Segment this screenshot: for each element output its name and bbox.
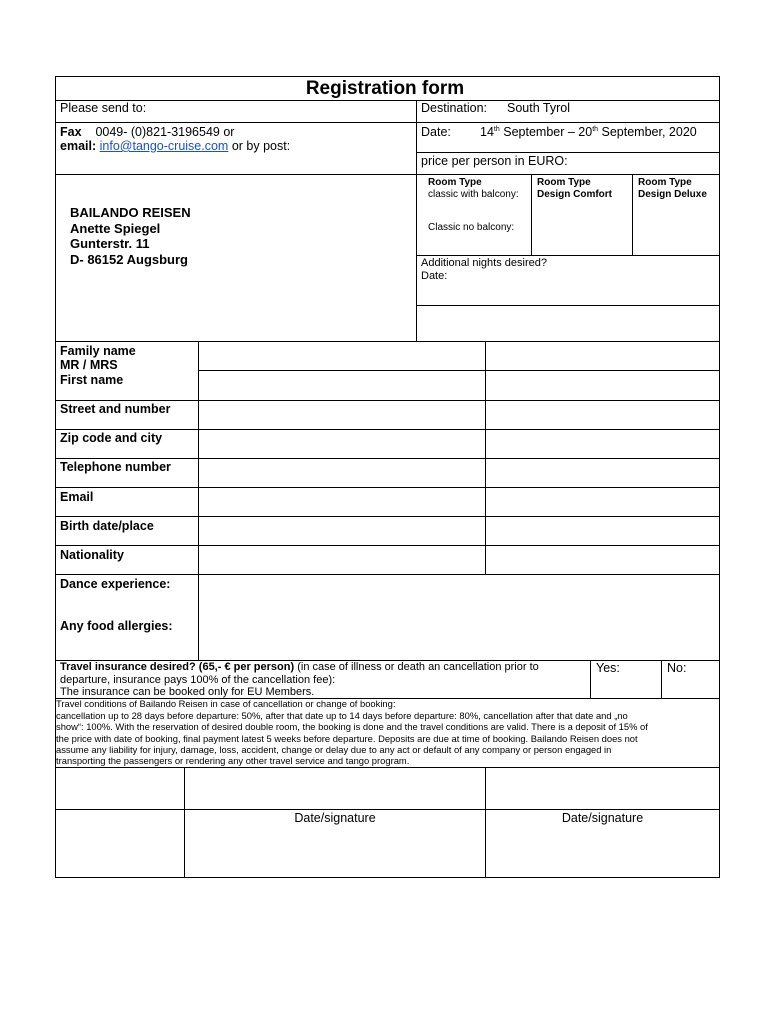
insurance-no-field[interactable] xyxy=(662,661,719,698)
signature-label-left: Date/signature xyxy=(294,811,376,825)
fax-label: Fax xyxy=(60,125,82,139)
zip-field-1[interactable] xyxy=(199,430,484,458)
signature-cell-2[interactable] xyxy=(185,768,485,809)
destination-label: Destination: xyxy=(421,101,488,115)
zip-field-2[interactable] xyxy=(486,430,719,458)
price-label: price per person in EURO: xyxy=(421,154,568,168)
conditions-line-2: cancellation up to 28 days before departure: 50%, after that date up to 14 days before departure: 80%, cancellation after that date and „no xyxy=(56,710,628,721)
additional-nights-date-label: Date: xyxy=(421,270,448,282)
additional-nights-label: Additional nights desired? xyxy=(421,257,547,269)
room-classic-balcony-field[interactable] xyxy=(417,175,531,215)
insurance-line-3: The insurance can be booked only for EU Members. xyxy=(60,686,315,698)
birth-field-2[interactable] xyxy=(486,517,719,545)
room-type-comfort-title: Room Type xyxy=(537,177,591,188)
signature-cell-right[interactable] xyxy=(486,830,719,877)
email-link[interactable]: info@tango-cruise.com xyxy=(99,139,229,153)
address-line-3: Gunterstr. 11 xyxy=(70,236,150,251)
address-line-1: BAILANDO REISEN xyxy=(70,205,191,220)
food-allergies-label: Any food allergies: xyxy=(60,619,173,633)
room-comfort-field[interactable] xyxy=(532,175,632,255)
signature-label-right: Date/signature xyxy=(561,811,644,825)
insurance-line-2: departure, insurance pays 100% of the cancellation fee): xyxy=(60,674,336,686)
destination-value: South Tyrol xyxy=(507,101,571,115)
family-name-label: Family name xyxy=(60,344,136,358)
zip-label: Zip code and city xyxy=(60,431,163,445)
nationality-label: Nationality xyxy=(60,548,124,562)
additional-nights-field[interactable] xyxy=(417,256,719,305)
insurance-yes-field[interactable] xyxy=(591,661,661,698)
conditions-line-5: assume any liability for injury, damage, loss, accident, change or delay due to any act or default of any company or person engaged in xyxy=(56,744,612,755)
conditions-line-4: the price with date of booking, final payment latest 5 weeks before departure. Deposits are due at time of booking. Bailando Reisen does not xyxy=(56,733,638,744)
insurance-no-label: No: xyxy=(667,661,687,675)
send-to-label: Please send to: xyxy=(60,101,147,115)
email-field-label: Email xyxy=(60,490,94,504)
family-name-field-1[interactable] xyxy=(199,342,484,370)
room-deluxe-field[interactable] xyxy=(633,175,719,255)
first-name-label: First name xyxy=(60,373,124,387)
room-type-comfort-sub: Design Comfort xyxy=(537,189,612,200)
birth-label: Birth date/place xyxy=(60,519,154,533)
conditions-line-6: transporting the passengers or rendering any other travel service and tango program. xyxy=(56,755,410,766)
date-label: Date: xyxy=(421,125,451,139)
room-type-classic-balcony: classic with balcony: xyxy=(428,189,519,200)
address-line-2: Anette Spiegel xyxy=(70,221,161,236)
mr-mrs-label: MR / MRS xyxy=(60,358,118,372)
insurance-yes-label: Yes: xyxy=(596,661,620,675)
signature-cell-1[interactable] xyxy=(56,768,184,809)
room-classic-no-balcony-field[interactable] xyxy=(417,216,531,255)
dance-experience-label: Dance experience: xyxy=(60,577,171,591)
page-title: Registration form xyxy=(305,78,465,99)
first-name-field-2[interactable] xyxy=(486,371,719,400)
nationality-field-2[interactable] xyxy=(486,546,719,574)
first-name-field-1[interactable] xyxy=(199,371,484,400)
street-field-2[interactable] xyxy=(486,401,719,429)
dance-allergies-field[interactable] xyxy=(199,575,719,660)
room-type-deluxe-sub: Design Deluxe xyxy=(638,189,707,200)
street-field-1[interactable] xyxy=(199,401,484,429)
conditions-line-1: Travel conditions of Bailando Reisen in case of cancellation or change of booking: xyxy=(56,698,396,709)
nationality-field-1[interactable] xyxy=(199,546,484,574)
email-line xyxy=(60,139,290,153)
email-suffix: or by post: xyxy=(231,139,291,153)
insurance-line-1: Travel insurance desired? (65,- € per person) (in case of illness or death an cancellation prior to xyxy=(60,661,539,673)
birth-field-1[interactable] xyxy=(199,517,484,545)
telephone-field-2[interactable] xyxy=(486,459,719,487)
signature-cell-4[interactable] xyxy=(56,810,184,877)
fax-number: 0049- (0)821-3196549 or xyxy=(95,125,235,139)
conditions-line-3: show“: 100%. With the reservation of desired double room, the booking is done and the travel conditions are valid. There is a deposit of 15% of xyxy=(56,721,648,732)
telephone-field-1[interactable] xyxy=(199,459,484,487)
telephone-label: Telephone number xyxy=(60,460,171,474)
fax-line xyxy=(60,125,234,139)
signature-cell-left[interactable] xyxy=(185,830,485,877)
email-field-1[interactable] xyxy=(199,488,484,516)
room-type-deluxe-title: Room Type xyxy=(638,177,692,188)
email-field-2[interactable] xyxy=(486,488,719,516)
date-value: 14th September – 20th September, 2020 xyxy=(480,125,697,139)
address-line-4: D- 86152 Augsburg xyxy=(70,252,188,267)
family-name-field-2[interactable] xyxy=(486,342,719,370)
room-type-classic-no-balcony: Classic no balcony: xyxy=(428,222,515,233)
signature-cell-3[interactable] xyxy=(486,768,719,809)
street-label: Street and number xyxy=(60,402,171,416)
email-label: email: xyxy=(60,139,97,153)
room-type-classic-title: Room Type xyxy=(428,177,482,188)
